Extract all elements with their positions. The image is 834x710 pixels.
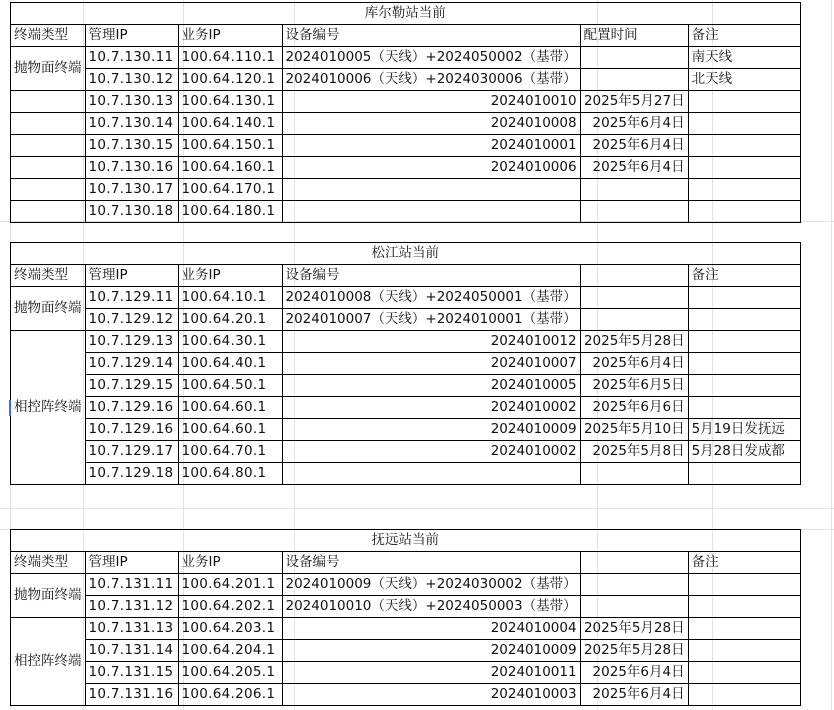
service-ip-cell[interactable]: 100.64.30.1 [178, 331, 282, 353]
note-cell[interactable]: 南天线 [688, 47, 800, 69]
table-row [11, 574, 801, 596]
header-cell[interactable]: 管理IP [85, 552, 178, 574]
config-time-cell[interactable]: 2025年6月6日 [580, 397, 688, 419]
text-cursor [9, 400, 11, 416]
management-ip-cell[interactable]: 10.7.130.11 [85, 47, 178, 69]
table-title[interactable]: 库尔勒站当前 [11, 3, 801, 25]
note-cell[interactable] [688, 684, 800, 706]
service-ip-cell[interactable]: 100.64.40.1 [178, 353, 282, 375]
note-cell[interactable] [688, 640, 800, 662]
table-title-row [11, 243, 801, 265]
service-ip-cell[interactable]: 100.64.130.1 [178, 91, 282, 113]
terminal-type-cell[interactable] [11, 618, 86, 706]
header-cell[interactable]: 备注 [688, 552, 800, 574]
header-cell[interactable]: 终端类型 [11, 25, 86, 47]
table-row [11, 309, 801, 331]
table-row [11, 662, 801, 684]
table-title[interactable]: 抚远站当前 [11, 530, 801, 552]
device-id-cell[interactable]: 2024010005 [282, 375, 580, 397]
terminal-type-cell[interactable] [11, 201, 86, 223]
table-row [11, 113, 801, 135]
table-row [11, 331, 801, 353]
terminal-type-cell[interactable] [11, 179, 86, 201]
table-row [11, 397, 801, 419]
management-ip-cell[interactable]: 10.7.130.17 [85, 179, 178, 201]
management-ip-cell[interactable]: 10.7.131.15 [85, 662, 178, 684]
table-row [11, 640, 801, 662]
note-cell[interactable] [688, 157, 800, 179]
header-cell[interactable]: 业务IP [178, 552, 282, 574]
table-row [11, 287, 801, 309]
service-ip-cell[interactable]: 100.64.206.1 [178, 684, 282, 706]
device-id-cell[interactable] [282, 179, 580, 201]
note-cell[interactable]: 5月19日发抚远 [688, 419, 800, 441]
terminal-type-cell[interactable] [11, 157, 86, 179]
note-cell[interactable] [688, 179, 800, 201]
header-cell[interactable]: 管理IP [85, 25, 178, 47]
table-row [11, 69, 801, 91]
terminal-type-label: 相控阵终端 [14, 653, 82, 669]
service-ip-cell[interactable]: 100.64.170.1 [178, 179, 282, 201]
table-fuyuan [10, 529, 801, 706]
terminal-type-label: 相控阵终端 [14, 399, 82, 415]
header-cell[interactable]: 设备编号 [282, 552, 580, 574]
management-ip-cell[interactable]: 10.7.130.16 [85, 157, 178, 179]
management-ip-cell[interactable]: 10.7.129.12 [85, 309, 178, 331]
management-ip-cell[interactable]: 10.7.131.11 [85, 574, 178, 596]
table-row [11, 463, 801, 485]
device-id-cell[interactable]: 2024010008 [282, 113, 580, 135]
management-ip-cell[interactable]: 10.7.130.14 [85, 113, 178, 135]
config-time-cell[interactable] [580, 47, 688, 69]
header-row [11, 265, 801, 287]
terminal-type-cell[interactable] [11, 113, 86, 135]
table-row [11, 135, 801, 157]
device-id-cell[interactable]: 2024010006（天线）+2024030006（基带） [282, 69, 580, 91]
note-cell[interactable] [688, 463, 800, 485]
header-cell[interactable] [580, 552, 688, 574]
device-id-cell[interactable]: 2024010002 [282, 397, 580, 419]
note-cell[interactable] [688, 574, 800, 596]
config-time-cell[interactable] [580, 179, 688, 201]
table-row [11, 375, 801, 397]
header-cell[interactable]: 管理IP [85, 265, 178, 287]
service-ip-cell[interactable]: 100.64.10.1 [178, 287, 282, 309]
note-cell[interactable] [688, 596, 800, 618]
note-cell[interactable] [688, 201, 800, 223]
service-ip-cell[interactable]: 100.64.50.1 [178, 375, 282, 397]
service-ip-cell[interactable]: 100.64.201.1 [178, 574, 282, 596]
management-ip-cell[interactable]: 10.7.129.17 [85, 441, 178, 463]
config-time-cell[interactable]: 2025年5月27日 [580, 91, 688, 113]
config-time-cell[interactable]: 2025年6月4日 [580, 157, 688, 179]
service-ip-cell[interactable]: 100.64.140.1 [178, 113, 282, 135]
header-cell[interactable]: 终端类型 [11, 552, 86, 574]
management-ip-cell[interactable]: 10.7.131.13 [85, 618, 178, 640]
header-row [11, 25, 801, 47]
config-time-cell[interactable] [580, 574, 688, 596]
device-id-cell[interactable] [282, 463, 580, 485]
note-cell[interactable] [688, 135, 800, 157]
table-row [11, 419, 801, 441]
config-time-cell[interactable]: 2025年5月10日 [580, 419, 688, 441]
config-time-cell[interactable]: 2025年6月5日 [580, 375, 688, 397]
terminal-type-cell[interactable] [11, 135, 86, 157]
table-title-row [11, 530, 801, 552]
service-ip-cell[interactable]: 100.64.80.1 [178, 463, 282, 485]
service-ip-cell[interactable]: 100.64.70.1 [178, 441, 282, 463]
device-id-cell[interactable]: 2024010009 [282, 640, 580, 662]
config-time-cell[interactable] [580, 596, 688, 618]
management-ip-cell[interactable]: 10.7.130.18 [85, 201, 178, 223]
header-row [11, 552, 801, 574]
service-ip-cell[interactable]: 100.64.180.1 [178, 201, 282, 223]
terminal-type-cell[interactable] [11, 574, 86, 618]
terminal-type-label: 抛物面终端 [14, 300, 82, 316]
device-id-cell[interactable]: 2024010008（天线）+2024050001（基带） [282, 287, 580, 309]
service-ip-cell[interactable]: 100.64.204.1 [178, 640, 282, 662]
header-cell[interactable]: 终端类型 [11, 265, 86, 287]
header-cell[interactable]: 设备编号 [282, 265, 580, 287]
table-row [11, 353, 801, 375]
config-time-cell[interactable] [580, 309, 688, 331]
note-cell[interactable] [688, 662, 800, 684]
note-cell[interactable] [688, 113, 800, 135]
config-time-cell[interactable]: 2025年5月28日 [580, 331, 688, 353]
config-time-cell[interactable]: 2025年6月4日 [580, 135, 688, 157]
note-cell[interactable]: 北天线 [688, 69, 800, 91]
device-id-cell[interactable] [282, 201, 580, 223]
table-row [11, 47, 801, 69]
terminal-type-cell[interactable] [11, 91, 86, 113]
table-row [11, 684, 801, 706]
service-ip-cell[interactable]: 100.64.20.1 [178, 309, 282, 331]
device-id-cell[interactable]: 2024010001 [282, 135, 580, 157]
config-time-cell[interactable]: 2025年6月4日 [580, 113, 688, 135]
device-id-cell[interactable]: 2024010005（天线）+2024050002（基带） [282, 47, 580, 69]
terminal-type-label: 抛物面终端 [14, 587, 82, 603]
header-cell[interactable]: 配置时间 [580, 25, 688, 47]
config-time-cell[interactable] [580, 69, 688, 91]
note-cell[interactable] [688, 287, 800, 309]
management-ip-cell[interactable]: 10.7.131.16 [85, 684, 178, 706]
terminal-type-cell[interactable] [11, 331, 86, 485]
header-cell[interactable]: 业务IP [178, 25, 282, 47]
table-row [11, 157, 801, 179]
note-cell[interactable] [688, 397, 800, 419]
management-ip-cell[interactable]: 10.7.129.14 [85, 353, 178, 375]
table-korla [10, 2, 801, 223]
table-row [11, 201, 801, 223]
management-ip-cell[interactable]: 10.7.130.13 [85, 91, 178, 113]
config-time-cell[interactable]: 2025年5月28日 [580, 640, 688, 662]
device-id-cell[interactable]: 2024010010（天线）+2024050003（基带） [282, 596, 580, 618]
service-ip-cell[interactable]: 100.64.150.1 [178, 135, 282, 157]
device-id-cell[interactable]: 2024010006 [282, 157, 580, 179]
terminal-type-cell[interactable] [11, 287, 86, 331]
management-ip-cell[interactable]: 10.7.129.16 [85, 419, 178, 441]
service-ip-cell[interactable]: 100.64.110.1 [178, 47, 282, 69]
device-id-cell[interactable]: 2024010009 [282, 419, 580, 441]
config-time-cell[interactable]: 2025年6月4日 [580, 684, 688, 706]
device-id-cell[interactable]: 2024010003 [282, 684, 580, 706]
management-ip-cell[interactable]: 10.7.129.16 [85, 397, 178, 419]
header-cell[interactable]: 设备编号 [282, 25, 580, 47]
note-cell[interactable]: 5月28日发成都 [688, 441, 800, 463]
management-ip-cell[interactable]: 10.7.131.12 [85, 596, 178, 618]
device-id-cell[interactable]: 2024010011 [282, 662, 580, 684]
service-ip-cell[interactable]: 100.64.60.1 [178, 397, 282, 419]
table-songjiang [10, 242, 801, 485]
table-row [11, 179, 801, 201]
note-cell[interactable] [688, 618, 800, 640]
device-id-cell[interactable]: 2024010009（天线）+2024030002（基带） [282, 574, 580, 596]
service-ip-cell[interactable]: 100.64.202.1 [178, 596, 282, 618]
device-id-cell[interactable]: 2024010007 [282, 353, 580, 375]
service-ip-cell[interactable]: 100.64.203.1 [178, 618, 282, 640]
table-row [11, 91, 801, 113]
note-cell[interactable] [688, 375, 800, 397]
service-ip-cell[interactable]: 100.64.120.1 [178, 69, 282, 91]
terminal-type-label: 抛物面终端 [14, 60, 82, 76]
header-cell[interactable] [580, 265, 688, 287]
table-row [11, 596, 801, 618]
device-id-cell[interactable]: 2024010010 [282, 91, 580, 113]
config-time-cell[interactable] [580, 201, 688, 223]
config-time-cell[interactable]: 2025年5月8日 [580, 441, 688, 463]
service-ip-cell[interactable]: 100.64.160.1 [178, 157, 282, 179]
table-row [11, 618, 801, 640]
config-time-cell[interactable] [580, 463, 688, 485]
management-ip-cell[interactable]: 10.7.129.15 [85, 375, 178, 397]
management-ip-cell[interactable]: 10.7.129.11 [85, 287, 178, 309]
note-cell[interactable] [688, 309, 800, 331]
device-id-cell[interactable]: 2024010004 [282, 618, 580, 640]
service-ip-cell[interactable]: 100.64.60.1 [178, 419, 282, 441]
header-cell[interactable]: 备注 [688, 265, 800, 287]
management-ip-cell[interactable]: 10.7.129.18 [85, 463, 178, 485]
management-ip-cell[interactable]: 10.7.130.12 [85, 69, 178, 91]
terminal-type-cell[interactable] [11, 47, 86, 91]
config-time-cell[interactable]: 2025年5月28日 [580, 618, 688, 640]
config-time-cell[interactable]: 2025年6月4日 [580, 353, 688, 375]
table-row [11, 441, 801, 463]
management-ip-cell[interactable]: 10.7.131.14 [85, 640, 178, 662]
config-time-cell[interactable]: 2025年6月4日 [580, 662, 688, 684]
service-ip-cell[interactable]: 100.64.205.1 [178, 662, 282, 684]
header-cell[interactable]: 业务IP [178, 265, 282, 287]
device-id-cell[interactable]: 2024010007（天线）+2024010001（基带） [282, 309, 580, 331]
management-ip-cell[interactable]: 10.7.129.13 [85, 331, 178, 353]
note-cell[interactable] [688, 353, 800, 375]
config-time-cell[interactable] [580, 287, 688, 309]
table-title[interactable]: 松江站当前 [11, 243, 801, 265]
table-title-row [11, 3, 801, 25]
note-cell[interactable] [688, 331, 800, 353]
header-cell[interactable]: 备注 [688, 25, 800, 47]
management-ip-cell[interactable]: 10.7.130.15 [85, 135, 178, 157]
device-id-cell[interactable]: 2024010002 [282, 441, 580, 463]
device-id-cell[interactable]: 2024010012 [282, 331, 580, 353]
note-cell[interactable] [688, 91, 800, 113]
